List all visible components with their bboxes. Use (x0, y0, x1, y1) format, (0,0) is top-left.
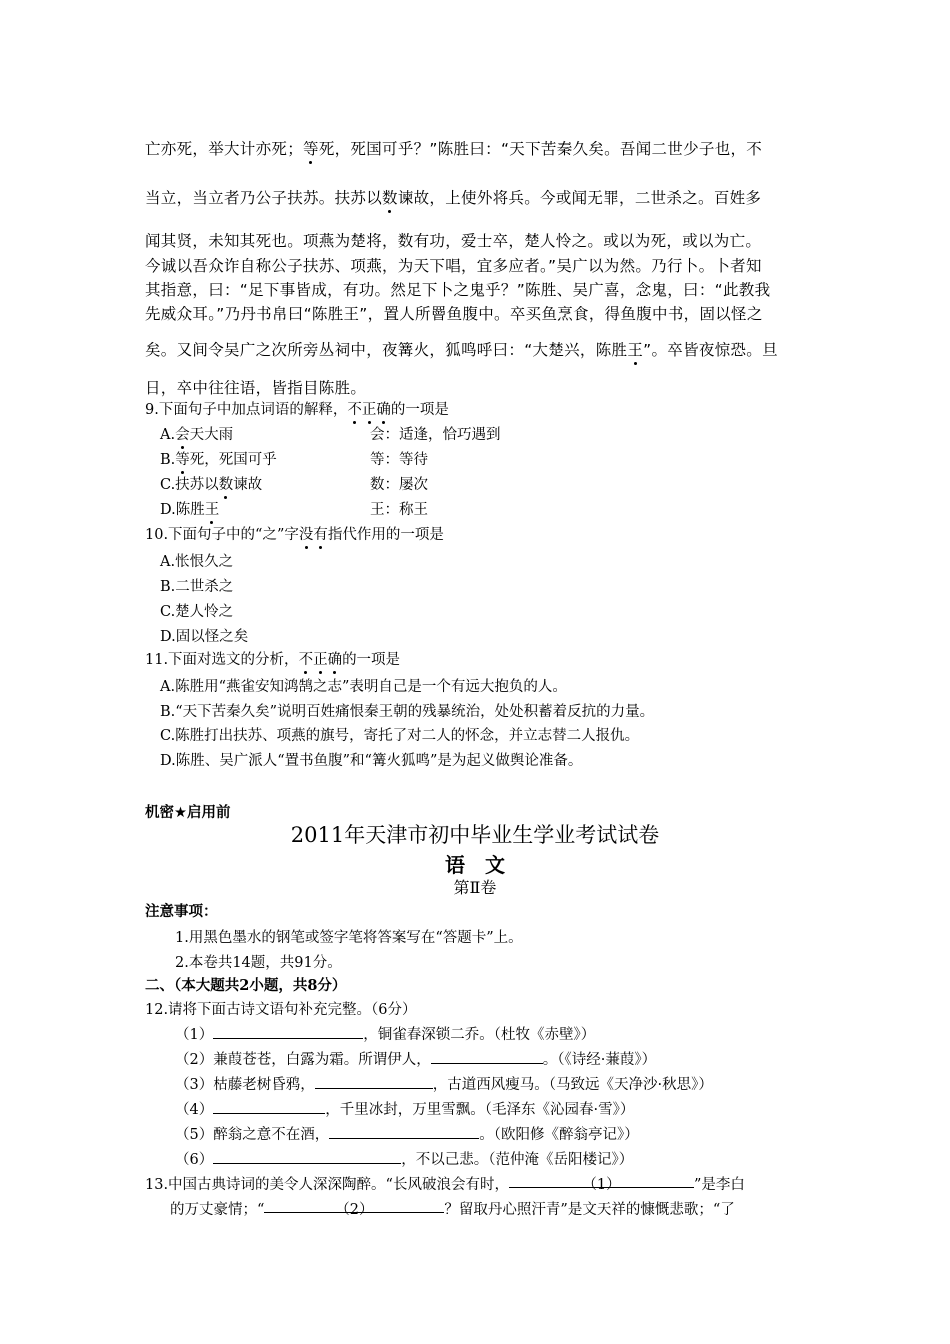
answer-blank-1[interactable] (509, 1173, 694, 1193)
notes-item-2: 2.本卷共14题，共91分。 (175, 955, 342, 971)
dotted-char: 不 (347, 398, 362, 419)
passage-line-1 (145, 137, 815, 159)
notes-title: 注意事项： (145, 903, 218, 920)
dotted-char: 没 (299, 523, 314, 544)
dotted-char: 王 (627, 338, 643, 360)
q9-option-b (160, 448, 277, 469)
q9-option-d (160, 498, 219, 519)
q9-stem (145, 398, 449, 419)
q12-stem: 12.请将下面古诗文语句补充完整。（6分） (145, 1002, 417, 1018)
item-text: （2）兼葭苍苍，白露为霜。所谓伊人， (175, 1052, 431, 1068)
q11-stem-text: 11.下面对选文的分析， (145, 652, 299, 668)
q13-text: 13.中国古典诗词的美令人深深陶醉。“长风破浪会有时， (145, 1177, 509, 1193)
q11-option-a: A.陈胜用“燕雀安知鸿鹄之志”表明自己是一个有远大抱负的人。 (160, 679, 567, 695)
passage-line-4: 今诚以吾众诈自称公子扶苏、项燕，为天下唱，宜多应者。”吴广以为然。乃行卜。卜者知 (145, 257, 762, 275)
q12-item-3 (175, 1073, 713, 1094)
option-text: 天大雨 (189, 427, 234, 443)
q12-item-1 (175, 1023, 595, 1044)
q10-option-c: C.楚人怜之 (160, 604, 234, 620)
q12-item-5 (175, 1123, 639, 1144)
q13-text: ”是李白 (693, 1177, 745, 1193)
section-2-title: 二、（本大题共2小题，共8分） (145, 977, 347, 994)
secret-label: 机密★启用前 (145, 805, 231, 821)
dotted-char: 数 (219, 473, 234, 494)
item-text: ，千里冰封，万里雪飘。（毛泽东《沁园春·雪》） (325, 1102, 635, 1118)
item-text: （4） (175, 1102, 214, 1118)
item-text: ，不以己悲。（范仲淹《岳阳楼记》） (401, 1152, 634, 1168)
answer-blank[interactable] (329, 1124, 479, 1139)
item-text: 。（欧阳修《醉翁亭记》） (479, 1127, 639, 1143)
q9-option-c-definition: 数：屡次 (370, 477, 428, 493)
exam-title: 2011年天津市初中毕业生学业考试试卷 (290, 823, 660, 847)
option-text: B. (160, 452, 176, 468)
passage-text: 亡亦死，举大计亦死； (145, 140, 304, 158)
dotted-char: 正 (313, 648, 328, 669)
q13-text: ？留取丹心照汗青”是文天祥的慷慨悲歌；“了 (444, 1202, 735, 1218)
q12-item-2 (175, 1048, 656, 1069)
passage-text: ”。卒皆夜惊恐。旦 (643, 341, 778, 359)
dotted-char: 数 (382, 186, 398, 208)
option-text: 谏故 (233, 477, 263, 493)
option-text: A. (160, 427, 176, 443)
q11-option-c: C.陈胜打出扶苏、项燕的旗号，寄托了对二人的怀念，并立志替二人报仇。 (160, 728, 640, 744)
q10-option-b: B.二世杀之 (160, 579, 234, 595)
passage-text: 矣。又间令吴广之次所旁丛祠中，夜篝火，狐鸣呼曰：“大楚兴，陈胜 (145, 341, 628, 359)
item-text: ，古道西风瘦马。（马致远《天净沙·秋思》） (432, 1077, 713, 1093)
q10-stem-text: 10.下面句子中的“之”字 (145, 527, 299, 543)
passage-line-8: 日，卒中往往语，皆指目陈胜。 (145, 379, 367, 397)
q10-option-d: D.固以怪之矣 (160, 629, 249, 645)
blank-number: （1） (582, 1177, 621, 1193)
item-text: （5）醉翁之意不在酒， (175, 1127, 330, 1143)
dotted-char: 等 (175, 448, 190, 469)
q13-line-2 (170, 1198, 735, 1219)
q11-stem-text: 的一项是 (342, 652, 401, 668)
passage-line-2 (145, 186, 815, 208)
q9-stem-text: 9.下面句子中加点词语的解释， (145, 402, 348, 418)
answer-blank[interactable] (213, 1099, 325, 1114)
q9-option-a-definition: 会：适逢，恰巧遇到 (370, 427, 501, 443)
item-text: （3）枯藤老树昏鸦， (175, 1077, 315, 1093)
option-text: C.扶苏以 (160, 477, 219, 493)
passage-line-6: 先威众耳。”乃丹书帛曰“陈胜王”，置人所罾鱼腹中。卒买鱼烹食，得鱼腹中书，固以怪之 (145, 305, 763, 323)
q10-stem-text: 指代作用的一项是 (327, 527, 444, 543)
dotted-char: 不 (299, 648, 314, 669)
passage-text: 当立，当立者乃公子扶苏。扶苏以 (145, 189, 383, 207)
q13-line-1 (145, 1173, 745, 1194)
subject-title: 语 文 (445, 853, 505, 877)
answer-blank-2[interactable] (264, 1198, 444, 1218)
item-text: （1） (175, 1027, 214, 1043)
dotted-char: 正 (362, 398, 377, 419)
answer-blank[interactable] (315, 1074, 433, 1089)
passage-text: 死，死国可乎？”陈胜曰：“天下苦秦久矣。吾闻二世少子也，不 (318, 140, 763, 158)
dotted-char: 会 (175, 423, 190, 444)
passage-line-7 (145, 338, 815, 360)
dotted-char: 等 (303, 137, 319, 159)
passage-line-3: 闻其贤，未知其死也。项燕为楚将，数有功，爱士卒，楚人怜之。或以为死，或以为亡。 (145, 232, 762, 250)
option-text: D.陈胜 (160, 502, 205, 518)
item-text: ，铜雀春深锁二乔。（杜牧《赤壁》） (363, 1027, 596, 1043)
answer-blank[interactable] (431, 1049, 543, 1064)
q9-option-b-definition: 等：等待 (370, 452, 428, 468)
q9-option-d-definition: 王：称王 (370, 502, 428, 518)
passage-line-5: 其指意，曰：“足下事皆成，有功。然足下卜之鬼乎？”陈胜、吴广喜，念鬼，曰：“此教我 (145, 281, 771, 299)
notes-item-1: 1.用黑色墨水的钢笔或签字笔将答案写在“答题卡”上。 (175, 930, 523, 946)
q9-option-c (160, 473, 262, 494)
dotted-char: 确 (376, 398, 391, 419)
q11-stem (145, 648, 400, 669)
answer-blank[interactable] (213, 1024, 363, 1039)
q11-option-d: D.陈胜、吴广派人“置书鱼腹”和“篝火狐鸣”是为起义做舆论准备。 (160, 753, 583, 769)
q12-item-6 (175, 1148, 633, 1169)
volume-title: 第Ⅱ卷 (453, 878, 497, 897)
q11-option-b: B.“天下苦秦久矣”说明百姓痛恨秦王朝的残暴统治，处处积蓄着反抗的力量。 (160, 704, 655, 720)
q9-stem-text: 的一项是 (390, 402, 449, 418)
q9-option-a (160, 423, 233, 444)
dotted-char: 确 (328, 648, 343, 669)
passage-text: 谏故，上使外将兵。今或闻无罪，二世杀之。百姓多 (397, 189, 762, 207)
option-text: 死，死国可乎 (189, 452, 277, 468)
item-text: 。（《诗经·蒹葭》） (542, 1052, 657, 1068)
item-text: （6） (175, 1152, 214, 1168)
q12-item-4 (175, 1098, 634, 1119)
q10-stem (145, 523, 444, 544)
q10-option-a: A.怅恨久之 (160, 554, 234, 570)
dotted-char: 王 (205, 498, 220, 519)
answer-blank[interactable] (213, 1149, 401, 1164)
blank-number: （2） (335, 1202, 374, 1218)
q13-text: 的万丈豪情；“ (170, 1202, 265, 1218)
dotted-char: 有 (313, 523, 328, 544)
